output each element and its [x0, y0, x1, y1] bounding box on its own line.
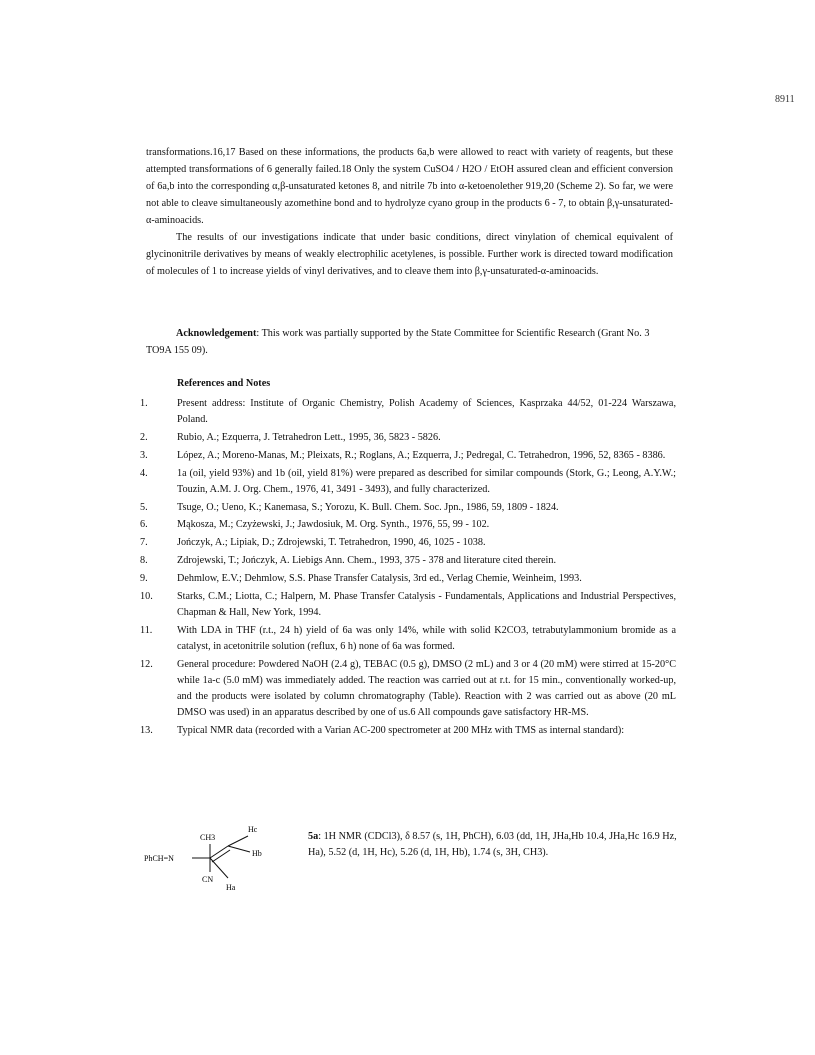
- reference-text: Mąkosza, M.; Czyżewski, J.; Jawdosiuk, M. Org. Synth., 1976, 55, 99 - 102.: [177, 519, 490, 531]
- reference-item: [140, 657, 676, 722]
- reference-number: 3.: [140, 449, 148, 461]
- reference-item: [140, 466, 676, 498]
- reference-number: 11.: [140, 624, 153, 636]
- acknowledgement-text: : This work was partially supported by the State Committee for Scientific Research (Grant No. 3 TO9A 155 09).: [146, 328, 650, 356]
- reference-text: General procedure: Powdered NaOH (2.4 g), TEBAC (0.5 g), DMSO (2 mL) and 3 or 4 (20 mM) were stirred at 15-20°C while 1a-c (5.0 mM) was immediately added. The reaction was carried out at r.t. for 15 min., conventionally worked-up, and the products were isolated by column chromatography (Table). Reaction with 2 was carried out as above (20 mL DMSO was used) in an apparatus described by one of us.6 All compounds gave satisfactory HR-MS.: [177, 658, 676, 719]
- reference-number: 4.: [140, 467, 148, 479]
- chemical-structure-5a: [140, 818, 310, 898]
- reference-item: [140, 553, 676, 569]
- reference-item: [140, 723, 676, 739]
- references-heading: References and Notes: [177, 378, 271, 389]
- page-number: 8911: [775, 94, 795, 105]
- structure-nitrile: CN: [202, 875, 214, 884]
- reference-number: 8.: [140, 554, 148, 566]
- structure-left-group: PhCH=N: [144, 854, 174, 863]
- reference-text: 1a (oil, yield 93%) and 1b (oil, yield 81%) were prepared as described for similar compounds (Stork, G.; Leong, A.Y.W.; Touzin, A.M. J. Org. Chem., 1976, 41, 3491 - 3493), and fully characterized.: [177, 467, 676, 495]
- reference-text: Dehmlow, E.V.; Dehmlow, S.S. Phase Transfer Catalysis, 3rd ed., Verlag Chemie, Weinheim, 1993.: [177, 572, 582, 584]
- reference-number: 2.: [140, 432, 148, 443]
- reference-item: [140, 430, 676, 446]
- reference-item: [140, 571, 676, 587]
- bond-vinyl-hb: [228, 846, 250, 852]
- bond-vinyl-hc: [228, 836, 248, 846]
- paragraph-transformations: transformations.16,17 Based on these informations, the products 6a,b were allowed to react with variety of reagents, but these attempted transformations of 6 generally failed.18 Only the system CuSO4 / H2O / EtOH assured clean and efficient conversion of 6a,b into the corresponding α,β-unsaturated ketones 8, and nitrile 7b into α-ketoenolether 919,20 (Scheme 2). So far, we were not able to cleave simultaneously azomethine bond and to hydrolyze cyano group in the products 6 - 7, to obtain β,γ-unsaturated-α-aminoacids.: [146, 147, 673, 226]
- reference-text: Jończyk, A.; Lipiak, D.; Zdrojewski, T. Tetrahedron, 1990, 46, 1025 - 1038.: [177, 537, 486, 549]
- reference-number: 1.: [140, 398, 148, 409]
- reference-number: 5.: [140, 501, 148, 513]
- reference-text: Present address: Institute of Organic Chemistry, Polish Academy of Sciences, Kasprzaka 44/52, 01-224 Warszawa, Poland.: [177, 398, 676, 426]
- references-list: [140, 396, 676, 741]
- reference-item: [140, 535, 676, 551]
- reference-item: [140, 448, 676, 464]
- reference-item: [140, 517, 676, 533]
- structure-ha: Ha: [226, 883, 236, 892]
- bond-c-vinyl-double: [212, 850, 230, 862]
- paragraph-results: The results of our investigations indicate that under basic conditions, direct vinylation of chemical equivalent of glycinonitrile derivatives by means of weakly electrophilic acetylenes, is possible. Further work is directed toward modification of molecules of 1 to increase yields of vinyl derivatives, and to cleave them into β,γ-unsaturated-α-aminoacids.: [146, 232, 673, 277]
- reference-text: With LDA in THF (r.t., 24 h) yield of 6a was only 14%, while with solid K2CO3, tetrabutylammonium bromide as a catalyst, in acetonitrile solution (reflux, 6 h) none of 6a was formed.: [177, 624, 676, 652]
- main-body: [146, 144, 673, 280]
- structure-hb: Hb: [252, 849, 262, 858]
- reference-text: Tsuge, O.; Ueno, K.; Kanemasa, S.; Yorozu, K. Bull. Chem. Soc. Jpn., 1986, 59, 1809 - 1824.: [177, 501, 559, 513]
- reference-text: Rubio, A.; Ezquerra, J. Tetrahedron Lett., 1995, 36, 5823 - 5826.: [177, 432, 441, 443]
- reference-text: López, A.; Moreno-Manas, M.; Pleixats, R.; Roglans, A.; Ezquerra, J.; Pedregal, C. Tetrahedron, 1996, 52, 8365 - 8386.: [177, 449, 666, 461]
- acknowledgement-label: Acknowledgement: [176, 328, 257, 339]
- reference-number: 10.: [140, 590, 153, 602]
- structure-hc: Hc: [248, 825, 258, 834]
- acknowledgement-paragraph: [146, 325, 673, 359]
- reference-text: Starks, C.M.; Liotta, C.; Halpern, M. Phase Transfer Catalysis - Fundamentals, Applications and Industrial Perspectives, Chapman & Hall, New York, 1994.: [177, 590, 676, 618]
- bond-c-vinyl: [210, 846, 228, 858]
- reference-number: 6.: [140, 519, 148, 531]
- reference-item: [140, 396, 676, 428]
- reference-number: 12.: [140, 658, 153, 670]
- reference-item: [140, 589, 676, 621]
- reference-text: Typical NMR data (recorded with a Varian AC-200 spectrometer at 200 MHz with TMS as internal standard):: [177, 724, 625, 736]
- nmr-compound: 5a: [308, 831, 319, 842]
- reference-item: [140, 500, 676, 516]
- nmr-paragraph: [308, 829, 678, 861]
- acknowledgement-section: [146, 325, 673, 359]
- nmr-text: : 1H NMR (CDCl3), δ 8.57 (s, 1H, PhCH), 6.03 (dd, 1H, JHa,Hb 10.4, JHa,Hc 16.9 Hz, Ha), 5.52 (d, 1H, Hc), 5.26 (d, 1H, Hb), 1.74 (s, 3H, CH3).: [308, 831, 677, 858]
- reference-number: 13.: [140, 724, 153, 736]
- reference-number: 9.: [140, 572, 148, 584]
- reference-text: Zdrojewski, T.; Jończyk, A. Liebigs Ann. Chem., 1993, 375 - 378 and literature cited therein.: [177, 554, 557, 566]
- structure-methyl: CH3: [200, 833, 216, 842]
- nmr-data: [308, 829, 678, 861]
- reference-number: 7.: [140, 537, 148, 549]
- reference-item: [140, 623, 676, 655]
